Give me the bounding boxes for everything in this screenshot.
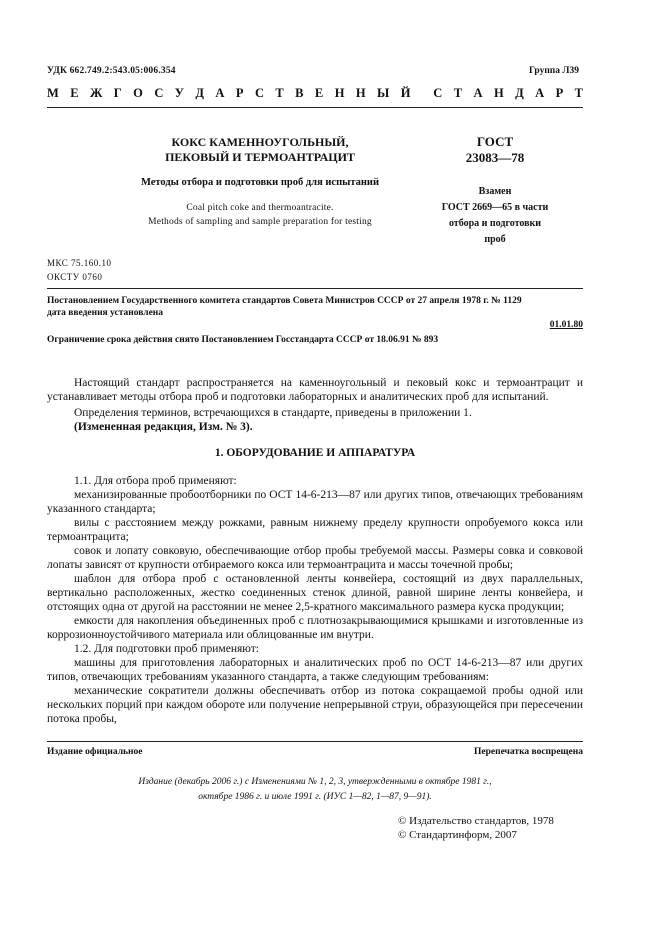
list-item: машины для приготовления лабораторных и аналитических проб по ОСТ 14-6-213—87 или других типов, отвечающих требованиям указанного стандарта, а также следующим требованиям:	[47, 657, 583, 683]
heading-letter: Ы	[377, 86, 390, 100]
heading-letter: М	[47, 86, 59, 100]
title-line-2: ПЕКОВЫЙ И ТЕРМОАНТРАЦИТ	[165, 150, 355, 164]
standard-type-heading	[47, 86, 583, 101]
group-code: Группа Л39	[528, 66, 579, 76]
codes-rule	[47, 288, 583, 289]
english-title-2: Methods of sampling and sample preparation for testing	[148, 217, 372, 227]
heading-letter: Р	[235, 86, 244, 100]
replaces-line: отбора и подготовки	[448, 218, 542, 229]
revision-note: (Измененная редакция, Изм. № 3).	[74, 421, 253, 433]
heading-letter: Н	[493, 86, 504, 100]
heading-letter: Д	[195, 86, 204, 100]
clause-1-2: 1.2. Для подготовки проб применяют:	[74, 643, 259, 655]
list-item: шаблон для отбора проб с остановленной ленты конвейера, состоящий из двух параллельных, вертикально расположенных, жестко соединенных стенок длиной, равной ширине ленты конвейера, и отстоящих одна от другой на расстоянии не менее 2,5-кратного максимального размера куска продукции;	[47, 573, 583, 613]
udk-code: УДК 662.749.2:543.05:006.354	[47, 66, 176, 76]
document-title	[140, 135, 380, 165]
okstu-code: ОКСТУ 0760	[47, 272, 103, 282]
copyright-1: © Издательство стандартов, 1978	[398, 815, 554, 827]
heading-letter: Е	[314, 86, 324, 100]
gost-code: 23083—78	[465, 150, 525, 165]
edition-note	[100, 775, 530, 805]
effective-date: 01.01.80	[549, 320, 583, 330]
replaces-line: Взамен	[478, 186, 512, 197]
gost-label: ГОСТ	[476, 134, 514, 149]
intro-paragraph: Настоящий стандарт распространяется на каменноугольный и пековый кокс и термоантрацит и устанавливает методы отбора проб и подготовки лабораторных и аналитических проб для испытаний.	[47, 377, 583, 403]
limit-text: Ограничение срока действия снято Постановлением Госстандарта СССР от 18.06.91 № 893	[47, 335, 439, 345]
copyright-2: © Стандартинформ, 2007	[398, 829, 517, 841]
heading-letter: Н	[355, 86, 366, 100]
decree-line-1: Постановлением Государственного комитета стандартов Совета Министров СССР от 27 апреля 1978 г. № 1129	[47, 296, 522, 306]
english-title-1: Coal pitch coke and thermoantracite.	[186, 203, 334, 213]
heading-letter: А	[535, 86, 545, 100]
heading-letter: Н	[334, 86, 345, 100]
footer-rule	[47, 741, 583, 742]
mks-code: МКС 75.160.10	[47, 258, 112, 268]
list-item: вилы с расстоянием между рожками, равным нижнему пределу крупности опробуемого кокса или термоантрацита;	[47, 517, 583, 543]
heading-letter: У	[174, 86, 184, 100]
heading-letter: Д	[515, 86, 524, 100]
replaces-block	[420, 184, 570, 248]
official-edition: Издание официальное	[47, 747, 143, 757]
heading-letter: Т	[275, 86, 284, 100]
section-heading: 1. ОБОРУДОВАНИЕ И АППАРАТУРА	[214, 447, 416, 459]
decree-text	[47, 295, 583, 319]
heading-letter: Ж	[90, 86, 103, 100]
intro-definitions: Определения терминов, встречающихся в стандарте, приведены в приложении 1.	[74, 407, 472, 419]
edition-line-1: Издание (декабрь 2006 г.) с Изменениями № 1, 2, 3, утвержденными в октябре 1981 г.,	[138, 777, 492, 787]
gost-number	[440, 134, 550, 166]
heading-letter: А	[215, 86, 225, 100]
decree-line-2: дата введения установлена	[47, 308, 164, 318]
intro-block	[47, 376, 583, 434]
heading-letter: Р	[555, 86, 564, 100]
header-rule	[47, 107, 583, 108]
heading-letter: Е	[70, 86, 79, 100]
heading-letter: Т	[574, 86, 583, 100]
heading-letter: Й	[400, 86, 411, 100]
heading-letter: С	[254, 86, 264, 100]
heading-letter: С	[433, 86, 443, 100]
heading-letter: С	[154, 86, 164, 100]
heading-letter: Г	[113, 86, 122, 100]
list-item: механические сократители должны обеспечивать отбор из потока сокращаемой пробы одной или нескольких порций при каждом обороте или получение непрерывной струи, образующейся при пересечении потока пробы,	[47, 685, 583, 725]
heading-letter: В	[295, 86, 304, 100]
edition-line-2: октябре 1986 г. и июле 1991 г. (ИУС 1—82, 1—87, 9—91).	[198, 792, 432, 802]
subtitle-methods: Методы отбора и подготовки проб для испытаний	[140, 177, 380, 188]
heading-letter: А	[473, 86, 483, 100]
section-body	[47, 474, 583, 726]
replaces-line: проб	[484, 234, 506, 245]
list-item: совок и лопату совковую, обеспечивающие отбор пробы требуемой массы. Размеры совка и совковой лопаты зависят от крупности отбираемого кокса или термоантрацита и массы точечной пробы;	[47, 545, 583, 571]
reprint-notice: Перепечатка воспрещена	[473, 747, 583, 757]
list-item: механизированные пробоотборники по ОСТ 14-6-213—87 или других типов, отвечающих требованиям указанного стандарта;	[47, 489, 583, 515]
heading-letter: Т	[453, 86, 463, 100]
title-line-1: КОКС КАМЕННОУГОЛЬНЫЙ,	[171, 135, 349, 149]
list-item: емкости для накопления объединенных проб с плотнозакрывающимися крышками и изготовленные из коррозионноустойчивого материала или облицованные им внутри.	[47, 615, 583, 641]
heading-letter: О	[133, 86, 143, 100]
clause-1-1: 1.1. Для отбора проб применяют:	[74, 475, 237, 487]
replaces-line: ГОСТ 2669—65 в части	[441, 202, 549, 213]
